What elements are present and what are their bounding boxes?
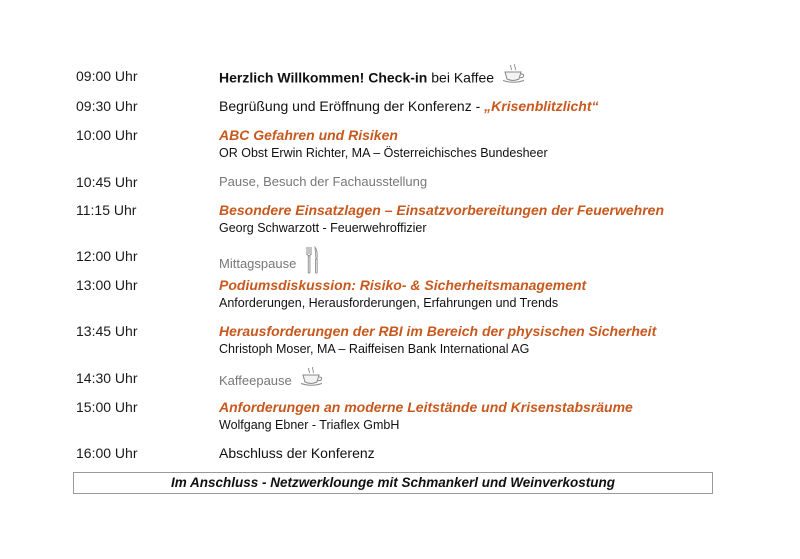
session-title: Podiumsdiskussion: Risiko- & Sicherheitsmanagement [219,277,587,293]
agenda-content [219,322,779,358]
session-speaker: Anforderungen, Herausforderungen, Erfahrungen und Trends [219,296,559,310]
agenda-title-bold: Herzlich Willkommen! Check-in [219,69,428,86]
coffee-cup-icon [300,367,324,392]
footer-banner [73,472,713,494]
session-title: Anforderungen an moderne Leitstände und Krisenstabsräume [219,399,633,415]
time-label: 13:45 Uhr [76,323,138,339]
agenda-content [219,67,779,91]
time-label: 16:00 Uhr [76,445,138,461]
fork-knife-icon [304,245,320,280]
agenda-content [219,201,779,237]
agenda-title [219,67,779,91]
agenda-content [219,369,779,394]
agenda-title [219,97,779,115]
agenda-content [219,444,779,462]
agenda-content [219,398,779,434]
closing-note: Abschluss der Konferenz [219,445,375,461]
agenda-title-accent: „Krisenblitzlicht“ [484,98,599,114]
time-label: 10:00 Uhr [76,127,138,143]
session-title: Besondere Einsatzlagen – Einsatzvorbereitungen der Feuerwehren [219,202,665,218]
time-label: 09:00 Uhr [76,68,138,84]
time-label: 13:00 Uhr [76,277,138,293]
break-note: Kaffeepause [219,372,292,388]
agenda-title-rest: bei Kaffee [427,69,495,86]
agenda-content [219,126,779,162]
time-label: 15:00 Uhr [76,399,138,415]
agenda-content [219,173,779,191]
break-note: Mittagspause [219,255,297,271]
time-label: 14:30 Uhr [76,370,138,386]
session-title: Herausforderungen der RBI im Bereich der physischen Sicherheit [219,323,657,339]
break-note: Pause, Besuch der Fachausstellung [219,174,428,189]
footer-text: Im Anschluss - Netzwerklounge mit Schmankerl und Weinverkostung [170,475,616,490]
session-title: ABC Gefahren und Risiken [219,127,398,143]
time-label: 10:45 Uhr [76,174,138,190]
session-speaker: Wolfgang Ebner - Triaflex GmbH [219,418,400,432]
session-speaker: Georg Schwarzott - Feuerwehroffizier [219,221,427,235]
time-label: 12:00 Uhr [76,248,138,264]
agenda-content [219,97,779,115]
time-label: 11:15 Uhr [76,202,137,218]
agenda-title-plain: Begrüßung und Eröffnung der Konferenz - [219,98,485,114]
session-speaker: OR Obst Erwin Richter, MA – Österreichisches Bundesheer [219,146,548,160]
break-note-row [219,369,779,394]
time-label: 09:30 Uhr [76,98,138,114]
session-speaker: Christoph Moser, MA – Raiffeisen Bank International AG [219,342,530,356]
agenda-content [219,276,779,312]
coffee-cup-icon [502,64,526,88]
